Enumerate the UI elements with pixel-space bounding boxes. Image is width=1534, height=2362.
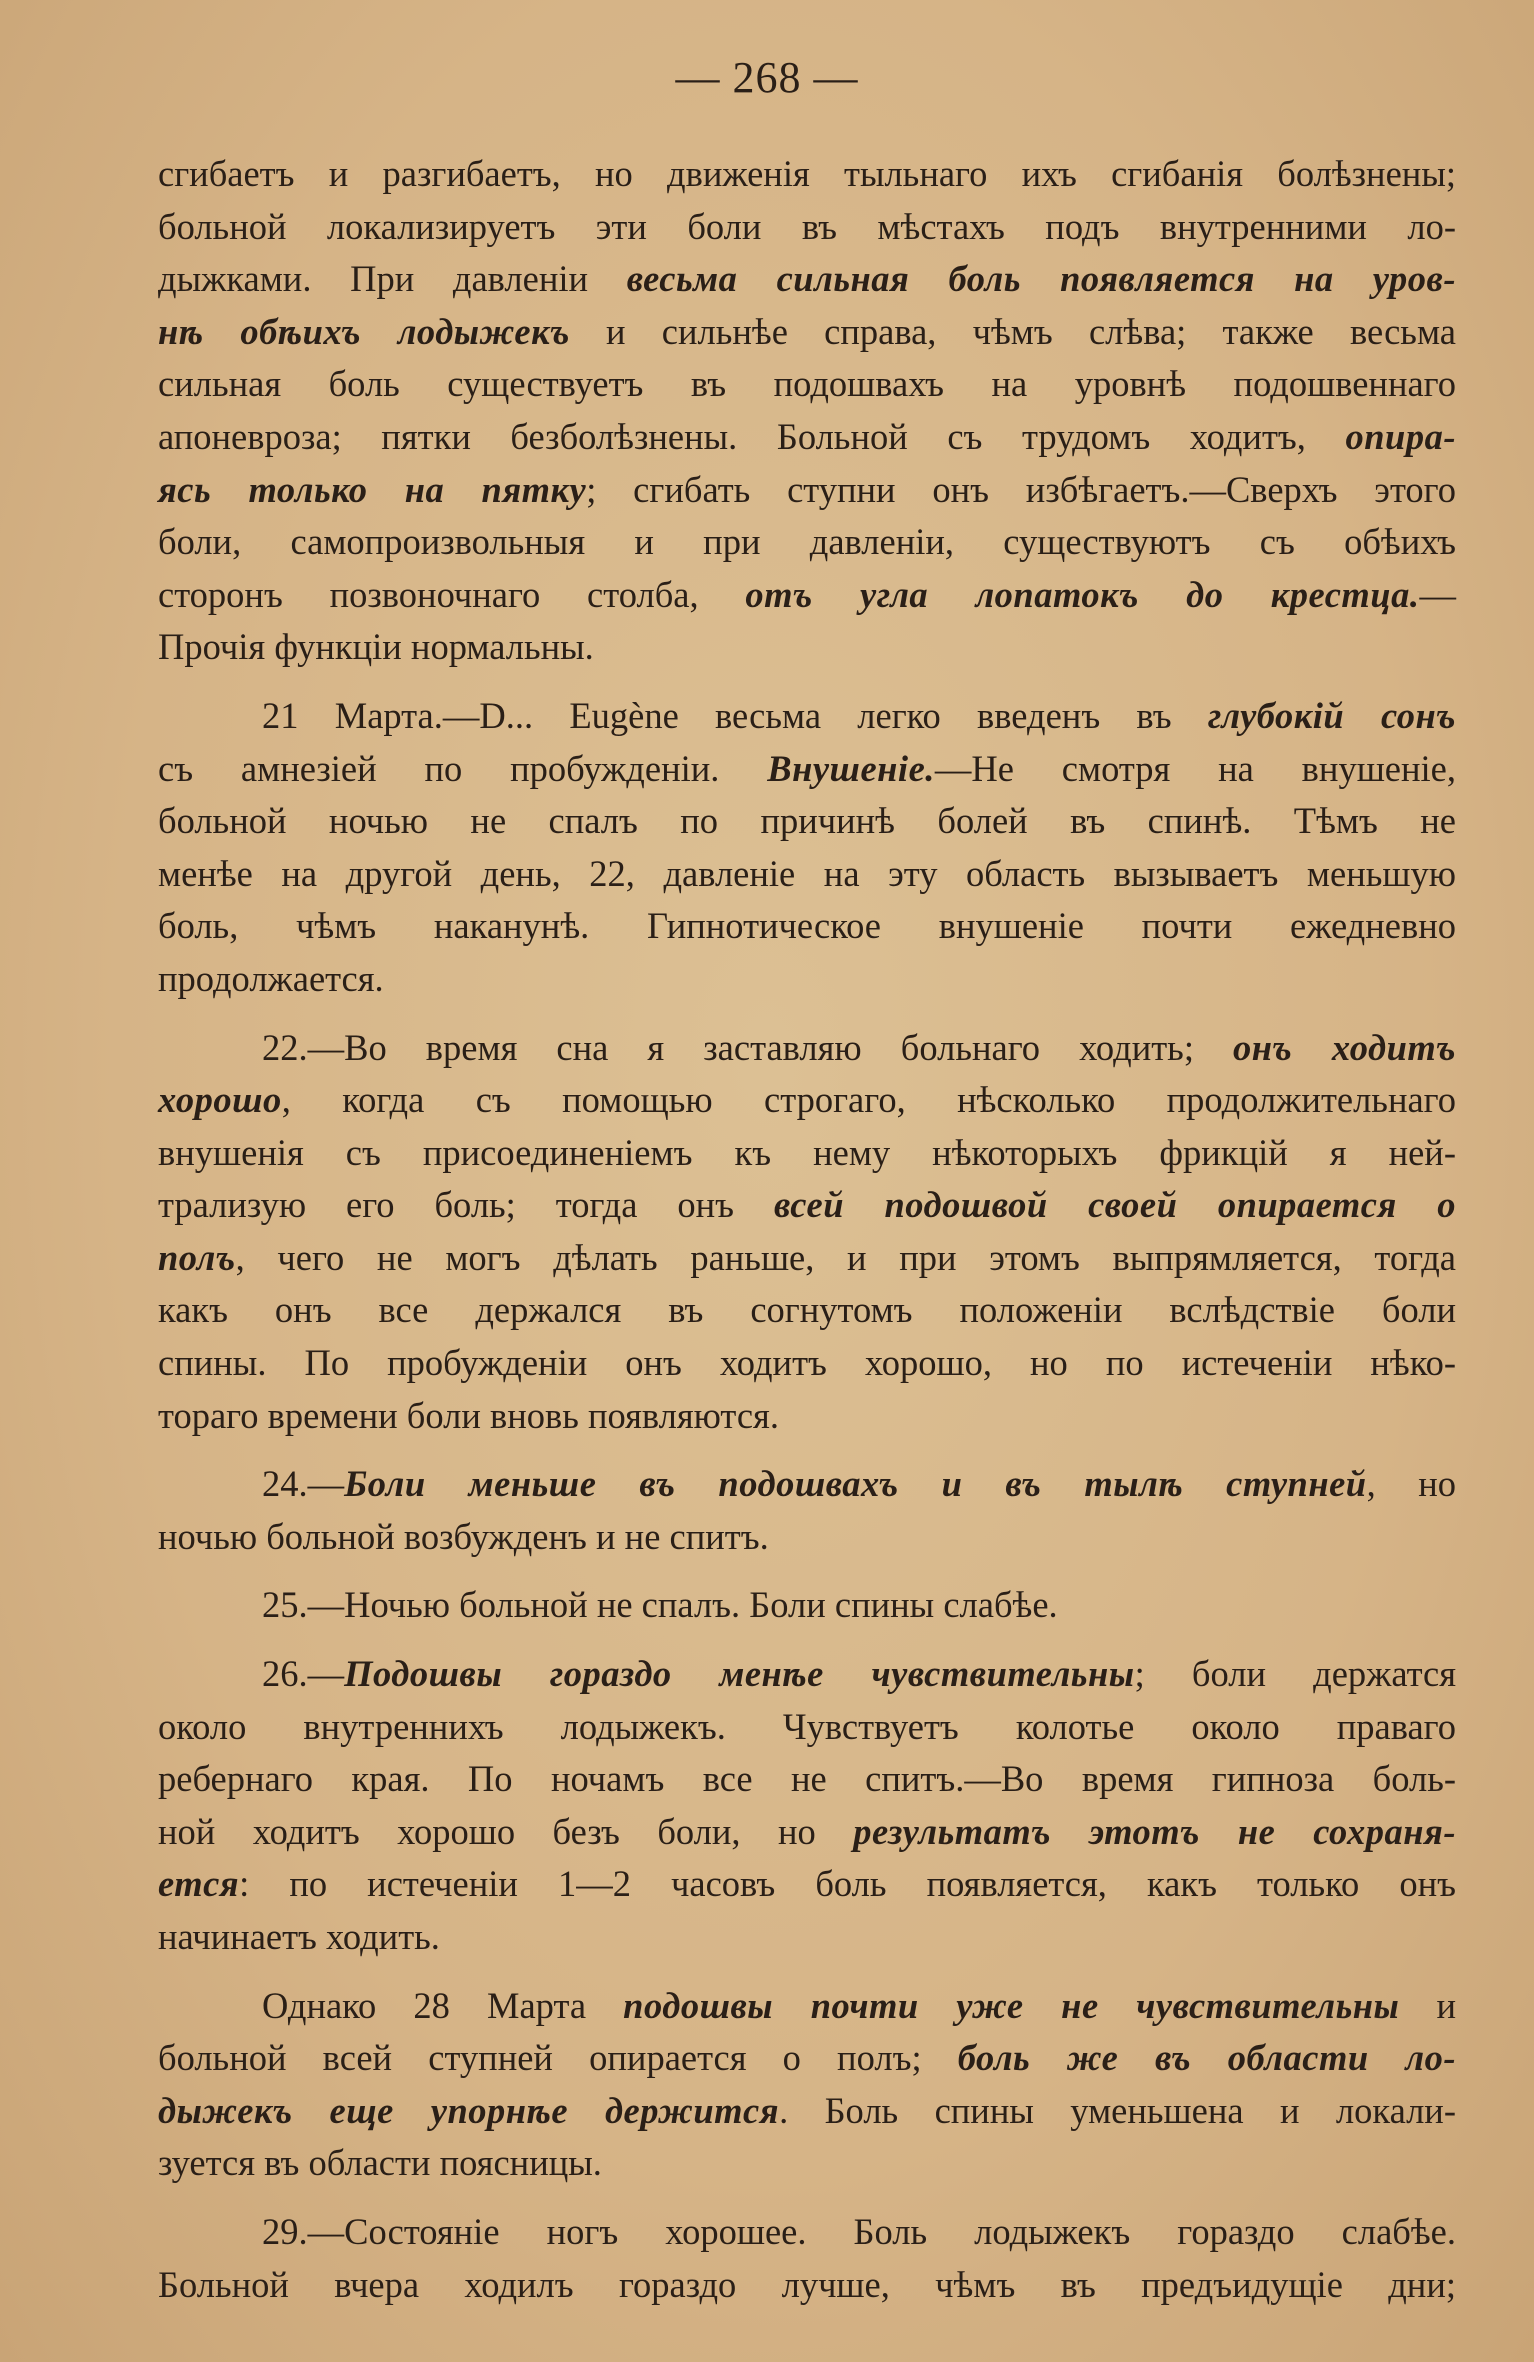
text-line — [158, 900, 1456, 953]
text-segment: Прочія функціи нормальны. — [158, 626, 594, 668]
text-segment: ; боли держатся — [1134, 1653, 1457, 1695]
text-segment: боль, чѣмъ наканунѣ. Гипнотическое внушеніе почти ежедневно — [158, 905, 1456, 947]
text-segment: , когда съ помощью строгаго, нѣсколько продолжительнаго — [281, 1079, 1456, 1121]
italic-segment: ется — [158, 1863, 240, 1905]
text-line — [158, 1284, 1456, 1337]
text-line — [158, 1074, 1456, 1127]
text-line — [158, 1458, 1456, 1511]
text-segment: начинаетъ ходить. — [158, 1916, 440, 1957]
text-segment: , но — [1366, 1463, 1456, 1505]
text-line — [158, 690, 1456, 743]
italic-segment: опира- — [1345, 415, 1456, 457]
text-segment: зуется въ области поясницы. — [158, 2142, 602, 2184]
text-segment: больной локализируетъ эти боли въ мѣстахъ подъ внутренними ло- — [158, 205, 1456, 247]
text-segment: . Боль спины уменьшена и локали- — [779, 2089, 1456, 2131]
paragraph-gap — [158, 1442, 1456, 1458]
text-line — [158, 201, 1456, 254]
text-segment: Больной вчера ходилъ гораздо лучше, чѣмъ въ предъидущіе дни; — [158, 2263, 1456, 2305]
text-segment: —Не смотря на внушеніе, — [934, 747, 1457, 789]
text-segment: : по истеченіи 1—2 часовъ боль появляется, какъ только онъ — [239, 1863, 1456, 1905]
italic-segment: хорошо — [158, 1079, 282, 1121]
text-line — [158, 2137, 1456, 2190]
text-line — [158, 1179, 1456, 1232]
text-segment: трализую его боль; тогда онъ — [158, 1184, 774, 1226]
text-segment: Однако 28 Марта — [262, 1984, 624, 2026]
text-line — [158, 464, 1456, 517]
italic-segment: подошвы почти уже не чувствительны — [623, 1984, 1400, 2026]
italic-segment: отъ угла лопатокъ до крестца. — [745, 573, 1420, 615]
text-line — [158, 1579, 1456, 1632]
italic-segment: полъ — [158, 1236, 236, 1278]
text-line — [158, 1806, 1456, 1859]
italic-segment: результатъ этотъ не сохраня- — [853, 1810, 1456, 1852]
text-line — [158, 2259, 1456, 2312]
text-segment: ребернаго края. По ночамъ все не спитъ.—Во время гипноза боль- — [158, 1758, 1456, 1800]
paragraph-gap — [158, 1563, 1456, 1579]
text-segment: апоневроза; пятки безболѣзнены. Больной съ трудомъ ходитъ, — [158, 415, 1346, 457]
text-line — [158, 253, 1456, 306]
text-line — [158, 1858, 1456, 1911]
text-segment: какъ онъ все держался въ согнутомъ положеніи вслѣдствіе боли — [158, 1289, 1456, 1331]
text-segment: 25.—Ночью больной не спалъ. Боли спины слабѣе. — [262, 1584, 1058, 1626]
paragraph-gap — [158, 674, 1456, 690]
italic-segment: Подошвы гораздо менѣе чувствительны — [344, 1653, 1135, 1695]
text-segment: , чего не могъ дѣлать раньше, и при этомъ выпрямляется, тогда — [235, 1236, 1456, 1278]
text-segment: 26.— — [262, 1653, 345, 1695]
text-line — [158, 1337, 1456, 1390]
body-text — [158, 148, 1456, 2311]
text-line — [158, 411, 1456, 464]
text-line — [158, 1648, 1456, 1701]
text-line — [158, 1390, 1456, 1443]
italic-segment: весьма сильная боль появляется на уров- — [626, 258, 1456, 300]
paragraph-gap — [158, 1964, 1456, 1980]
italic-segment: нѣ обѣихъ лодыжекъ — [158, 310, 570, 352]
text-segment: 21 Марта.—D... Eugène весьма легко введенъ въ — [262, 694, 1208, 736]
text-segment: тораго времени боли вновь появляются. — [158, 1394, 779, 1436]
text-segment: продолжается. — [158, 957, 384, 999]
text-line — [158, 621, 1456, 674]
paragraph-gap — [158, 1632, 1456, 1648]
text-line — [158, 306, 1456, 359]
text-segment: 29.—Состояніе ногъ хорошее. Боль лодыжекъ гораздо слабѣе. — [262, 2210, 1456, 2252]
text-line — [158, 953, 1456, 1006]
text-segment: 22.—Во время сна я заставляю больнаго ходить; — [262, 1026, 1234, 1068]
text-line — [158, 1701, 1456, 1754]
text-line — [158, 1022, 1456, 1075]
italic-segment: боль же въ области ло- — [957, 2037, 1456, 2079]
text-segment: сильная боль существуетъ въ подошвахъ на уровнѣ подошвеннаго — [158, 363, 1456, 405]
page-number: — 268 — — [675, 53, 859, 102]
text-segment: сгибаетъ и разгибаетъ, но движенія тыльнаго ихъ сгибанія болѣзнены; — [158, 153, 1456, 194]
text-line — [158, 358, 1456, 411]
italic-segment: Боли меньше въ подошвахъ и въ тылѣ ступней — [344, 1463, 1367, 1505]
text-line — [158, 1127, 1456, 1180]
text-segment: — — [1419, 573, 1456, 615]
text-segment: больной всей ступней опирается о полъ; — [158, 2037, 958, 2079]
text-segment: внушенія съ присоединеніемъ къ нему нѣкоторыхъ фрикцій я ней- — [158, 1131, 1456, 1173]
text-segment: около внутреннихъ лодыжекъ. Чувствуетъ колотье около праваго — [158, 1705, 1456, 1747]
text-line — [158, 1232, 1456, 1285]
italic-segment: всей подошвой своей опирается о — [773, 1184, 1456, 1226]
italic-segment: дыжекъ еще упорнѣе держится — [158, 2089, 780, 2131]
italic-segment: глубокій сонъ — [1207, 694, 1456, 736]
text-line — [158, 743, 1456, 796]
text-line — [158, 569, 1456, 622]
italic-segment: Внушеніе. — [767, 747, 935, 789]
text-segment: и — [1399, 1984, 1456, 2026]
text-line — [158, 516, 1456, 569]
text-line — [158, 848, 1456, 901]
text-line — [158, 1911, 1456, 1964]
text-line — [158, 1753, 1456, 1806]
text-segment: дыжками. При давленіи — [158, 258, 627, 300]
text-segment: съ амнезіей по пробужденіи. — [158, 747, 768, 789]
text-line — [158, 2032, 1456, 2085]
text-line — [158, 1511, 1456, 1564]
text-line — [158, 2206, 1456, 2259]
italic-segment: ясь только на пятку — [158, 468, 587, 510]
text-line — [158, 2085, 1456, 2138]
text-segment: менѣе на другой день, 22, давленіе на эту область вызываетъ меньшую — [158, 852, 1456, 894]
text-segment: ночью больной возбужденъ и не спитъ. — [158, 1515, 769, 1557]
text-segment: и сильнѣе справа, чѣмъ слѣва; также весьма — [569, 310, 1456, 352]
text-segment: сторонъ позвоночнаго столба, — [158, 573, 746, 615]
paragraph-gap — [158, 2190, 1456, 2206]
text-segment: ; сгибать ступни онъ избѣгаетъ.—Сверхъ этого — [586, 468, 1456, 510]
text-segment: ной ходитъ хорошо безъ боли, но — [158, 1810, 854, 1852]
text-segment: больной ночью не спалъ по причинѣ болей въ спинѣ. Тѣмъ не — [158, 800, 1456, 842]
text-line — [158, 1980, 1456, 2033]
text-segment: 24.— — [262, 1463, 345, 1505]
text-line — [158, 148, 1456, 201]
italic-segment: онъ ходитъ — [1233, 1026, 1456, 1068]
text-line — [158, 795, 1456, 848]
paragraph-gap — [158, 1006, 1456, 1022]
text-segment: спины. По пробужденіи онъ ходитъ хорошо, но по истеченіи нѣко- — [158, 1342, 1456, 1384]
text-segment: боли, самопроизвольныя и при давленіи, существуютъ съ обѣихъ — [158, 521, 1456, 563]
